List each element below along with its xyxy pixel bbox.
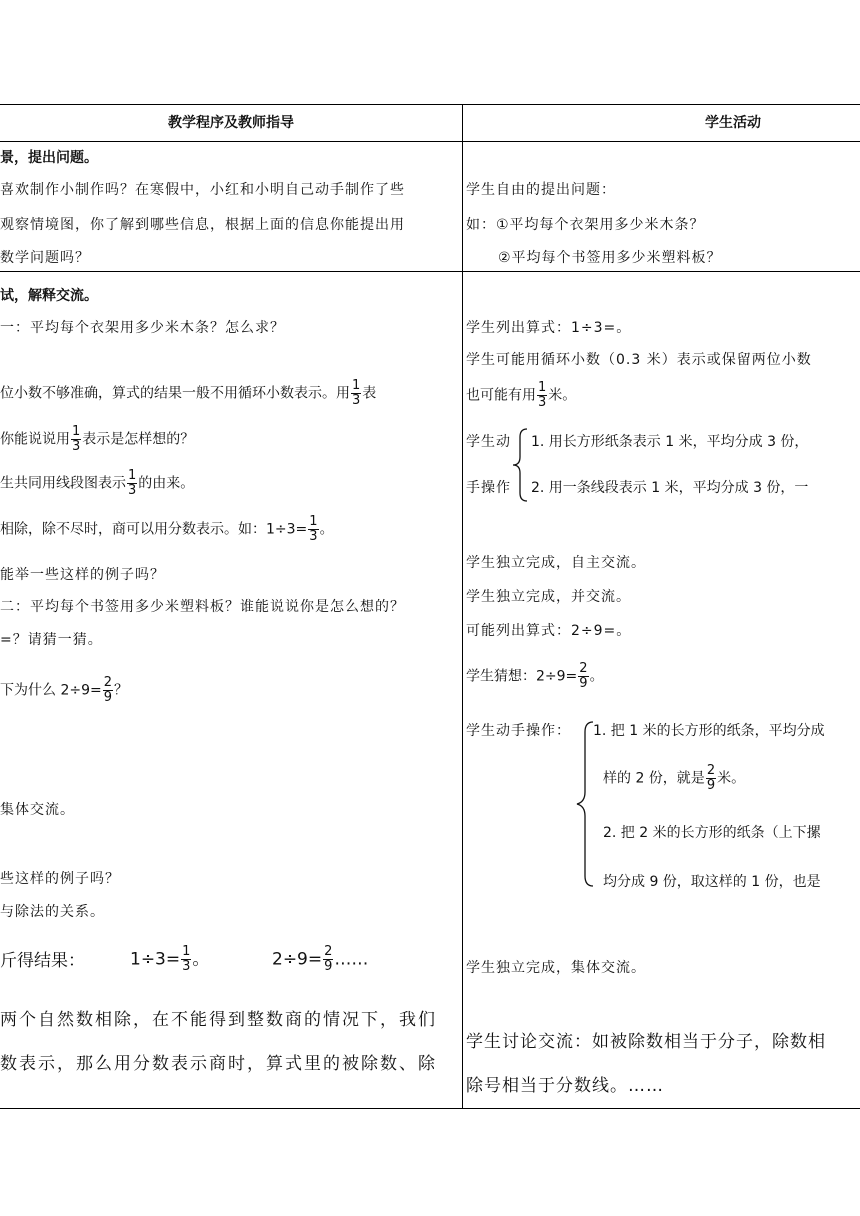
header-bottom-border (0, 141, 860, 142)
section1-title: 景，提出问题。 (0, 150, 98, 166)
fraction-1-3: $\frac{1}{3}$ (128, 468, 137, 498)
left-para1: 位小数不够准确，算式的结果一般不用循环小数表示。用 $\frac{1}{3}$ 表 (0, 378, 377, 408)
operation-label-b: 手操作 (466, 480, 511, 496)
left-para4: 相除，除不尽时，商可以用分数表示。如：1÷3= $\frac{1}{3}$ 。 (0, 514, 334, 544)
result-1: 1÷3= $\frac{1}{3}$ 。 (130, 944, 210, 974)
curly-brace-icon (575, 720, 595, 888)
question1: 一：平均每个衣架用多少米木条？怎么求？ (0, 320, 285, 336)
fraction-1-3: $\frac{1}{3}$ (352, 378, 361, 408)
result-2: 2÷9= $\frac{2}{9}$ …… (272, 944, 369, 974)
operation2-step2: 2. 把 2 米的长方形的纸条（上下摞 (603, 825, 821, 841)
left-para8: 与除法的关系。 (0, 904, 105, 920)
right-line-independent1: 学生独立完成，自主交流。 (466, 555, 646, 571)
right-line3: ②平均每个书签用多少米塑料板？ (498, 250, 722, 266)
table-top-border (0, 104, 860, 105)
right-line2: 如：①平均每个衣架用多少米木条？ (466, 217, 705, 233)
right-line1: 学生自由的提出问题： (466, 182, 616, 198)
operation-label-a: 学生动 (466, 434, 511, 450)
left-para7: 些这样的例子吗？ (0, 871, 120, 887)
right-line-independent2: 学生独立完成，并交流。 (466, 589, 631, 605)
question3: 下为什么 2÷9= $\frac{2}{9}$ ？ (0, 675, 129, 705)
operation2-label: 学生动手操作： (466, 723, 571, 739)
right-guess: 学生猜想：2÷9= $\frac{2}{9}$ 。 (466, 661, 604, 691)
right-formula2: 可能列出算式：2÷9=。 (466, 623, 632, 639)
fraction-2-9: $\frac{2}{9}$ (706, 763, 716, 793)
fraction-1-3: $\frac{1}{3}$ (72, 424, 81, 454)
right-line-collective: 学生独立完成，集体交流。 (466, 960, 646, 976)
fraction-2-9: $\frac{2}{9}$ (324, 944, 333, 974)
right-decimal-note: 学生可能用循环小数（0.3 米）表示或保留两位小数 (466, 352, 812, 368)
left-para6: 集体交流。 (0, 802, 75, 818)
table-bottom-border (0, 1108, 860, 1109)
conclusion-line1: 两个自然数相除，在不能得到整数商的情况下，我们 (0, 1010, 437, 1030)
fraction-1-3: $\frac{1}{3}$ (309, 514, 318, 544)
operation2-step1: 1. 把 1 米的长方形的纸条，平均分成 (593, 723, 825, 739)
right-fraction-note: 也可能有用 $\frac{1}{3}$ 米。 (466, 380, 577, 410)
right-discussion2: 除号相当于分数线。…… (466, 1076, 664, 1096)
question2-guess: =？请猜一猜。 (0, 632, 103, 648)
fraction-2-9: $\frac{2}{9}$ (103, 675, 113, 705)
curly-brace-icon (511, 427, 529, 503)
right-discussion1: 学生讨论交流：如被除数相当于分子，除数相 (466, 1032, 826, 1052)
fraction-1-3: $\frac{1}{3}$ (182, 944, 191, 974)
operation-step2: 2. 用一条线段表示 1 米，平均分成 3 份，一 (531, 480, 809, 496)
section2-title: 试，解释交流。 (0, 288, 98, 304)
section1-line2: 观察情境图，你了解到哪些信息，根据上面的信息你能提出用 (0, 217, 405, 233)
operation2-step1-cont: 样的 2 份，就是 $\frac{2}{9}$ 米。 (603, 763, 746, 793)
conclusion-line2: 数表示，那么用分数表示商时，算式里的被除数、除 (0, 1054, 437, 1074)
left-para3: 生共同用线段图表示 $\frac{1}{3}$ 的由来。 (0, 468, 195, 498)
operation-step1: 1. 用长方形纸条表示 1 米，平均分成 3 份， (531, 434, 809, 450)
left-para5: 能举一些这样的例子吗？ (0, 567, 165, 583)
fraction-2-9: $\frac{2}{9}$ (579, 661, 588, 691)
operation2-step2-cont: 均分成 9 份，取这样的 1 份，也是 (603, 874, 821, 890)
header-left: 教学程序及教师指导 (168, 115, 294, 131)
section1-line3: 数学问题吗？ (0, 250, 90, 266)
column-divider (462, 104, 463, 1109)
fraction-1-3: $\frac{1}{3}$ (538, 380, 547, 410)
question2: 二：平均每个书签用多少米塑料板？谁能说说你是怎么想的？ (0, 599, 405, 615)
header-right: 学生活动 (705, 115, 761, 131)
row1-bottom-border (0, 271, 860, 272)
result-label: 斤得结果： (0, 951, 85, 971)
right-formula1: 学生列出算式：1÷3=。 (466, 320, 632, 336)
section1-line1: 喜欢制作小制作吗？在寒假中，小红和小明自己动手制作了些 (0, 182, 405, 198)
left-para2: 你能说说用 $\frac{1}{3}$ 表示是怎样想的？ (0, 424, 195, 454)
